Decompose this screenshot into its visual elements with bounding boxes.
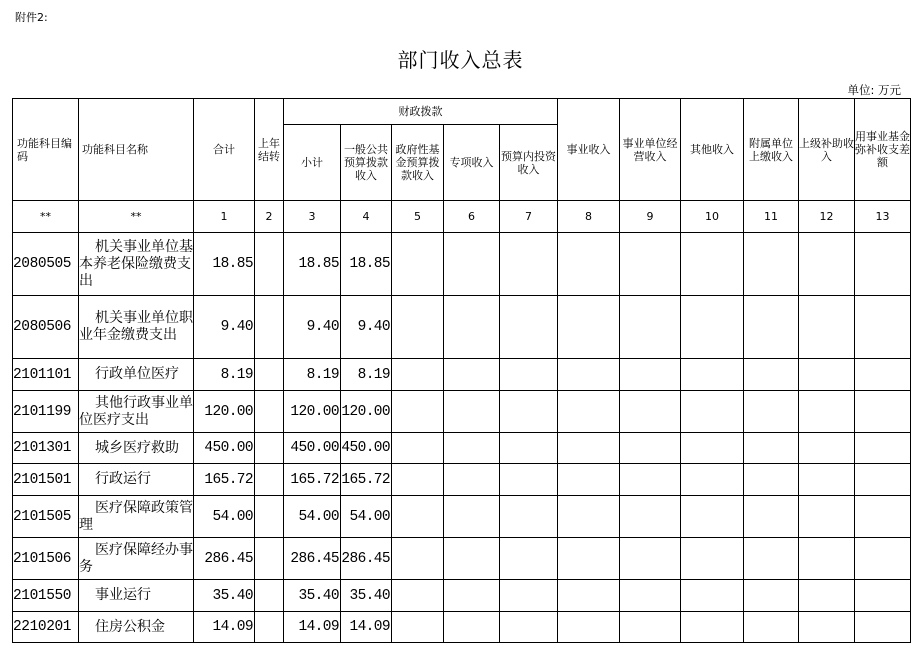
empty-cell — [744, 612, 799, 643]
row-general-budget: 8.19 — [341, 359, 392, 391]
table-row — [13, 359, 911, 391]
income-summary-table — [12, 98, 911, 643]
empty-cell — [744, 464, 799, 496]
row-name — [79, 496, 194, 538]
row-carryover — [255, 580, 284, 612]
header-operating: 事业单位经营收入 — [620, 99, 681, 201]
row-total: 14.09 — [194, 612, 255, 643]
header-name: 功能科目名称 — [79, 99, 194, 201]
empty-cell — [799, 391, 855, 433]
empty-cell — [558, 233, 620, 296]
row-name-text: 机关事业单位职业年金缴费支出 — [79, 310, 193, 343]
row-subtotal: 14.09 — [284, 612, 341, 643]
header-other: 其他收入 — [681, 99, 744, 201]
row-total: 450.00 — [194, 433, 255, 464]
row-carryover — [255, 612, 284, 643]
header-capital: 预算内投资收入 — [500, 125, 558, 201]
empty-cell — [392, 391, 444, 433]
row-name-text: 住房公积金 — [95, 618, 165, 635]
empty-cell — [799, 233, 855, 296]
row-name — [79, 359, 194, 391]
header-special: 专项收入 — [444, 125, 500, 201]
empty-cell — [681, 296, 744, 359]
empty-cell — [620, 359, 681, 391]
table-row — [13, 433, 911, 464]
row-code: 2101550 — [13, 580, 79, 612]
empty-cell — [799, 580, 855, 612]
empty-cell — [500, 496, 558, 538]
index-cell: 13 — [855, 201, 911, 233]
empty-cell — [558, 391, 620, 433]
empty-cell — [681, 433, 744, 464]
empty-cell — [799, 538, 855, 580]
row-name — [79, 538, 194, 580]
empty-cell — [392, 538, 444, 580]
row-total: 120.00 — [194, 391, 255, 433]
empty-cell — [444, 612, 500, 643]
empty-cell — [500, 580, 558, 612]
empty-cell — [558, 464, 620, 496]
index-cell: 7 — [500, 201, 558, 233]
row-general-budget: 35.40 — [341, 580, 392, 612]
empty-cell — [444, 296, 500, 359]
row-code: 2080505 — [13, 233, 79, 296]
empty-cell — [855, 496, 911, 538]
empty-cell — [444, 464, 500, 496]
row-general-budget: 9.40 — [341, 296, 392, 359]
row-name — [79, 296, 194, 359]
empty-cell — [799, 433, 855, 464]
empty-cell — [620, 464, 681, 496]
row-subtotal: 9.40 — [284, 296, 341, 359]
empty-cell — [558, 538, 620, 580]
table-row — [13, 538, 911, 580]
table-row — [13, 391, 911, 433]
row-total: 35.40 — [194, 580, 255, 612]
row-name — [79, 391, 194, 433]
empty-cell — [558, 612, 620, 643]
row-general-budget: 165.72 — [341, 464, 392, 496]
empty-cell — [799, 496, 855, 538]
row-subtotal: 120.00 — [284, 391, 341, 433]
row-subtotal: 450.00 — [284, 433, 341, 464]
header-fiscal-group: 财政拨款 — [284, 99, 558, 125]
empty-cell — [681, 496, 744, 538]
index-cell: 12 — [799, 201, 855, 233]
empty-cell — [392, 433, 444, 464]
header-subsidy: 上级补助收入 — [799, 99, 855, 201]
empty-cell — [799, 359, 855, 391]
row-code: 2080506 — [13, 296, 79, 359]
empty-cell — [558, 496, 620, 538]
row-subtotal: 165.72 — [284, 464, 341, 496]
row-name — [79, 612, 194, 643]
row-subtotal: 8.19 — [284, 359, 341, 391]
empty-cell — [855, 296, 911, 359]
empty-cell — [681, 464, 744, 496]
row-general-budget: 54.00 — [341, 496, 392, 538]
empty-cell — [558, 433, 620, 464]
empty-cell — [620, 233, 681, 296]
header-fund-use: 用事业基金弥补收支差额 — [855, 99, 911, 201]
empty-cell — [392, 359, 444, 391]
row-name — [79, 433, 194, 464]
empty-cell — [558, 359, 620, 391]
row-carryover — [255, 433, 284, 464]
empty-cell — [855, 433, 911, 464]
header-business: 事业收入 — [558, 99, 620, 201]
row-total: 286.45 — [194, 538, 255, 580]
row-code: 2101501 — [13, 464, 79, 496]
empty-cell — [620, 433, 681, 464]
empty-cell — [744, 359, 799, 391]
row-subtotal: 18.85 — [284, 233, 341, 296]
header-general-budget: 一般公共预算拨款收入 — [341, 125, 392, 201]
empty-cell — [744, 580, 799, 612]
empty-cell — [681, 391, 744, 433]
empty-cell — [620, 580, 681, 612]
row-name-text: 行政单位医疗 — [95, 366, 179, 382]
empty-cell — [500, 464, 558, 496]
empty-cell — [681, 359, 744, 391]
index-cell: 2 — [255, 201, 284, 233]
empty-cell — [558, 296, 620, 359]
row-name-text: 城乡医疗救助 — [95, 439, 179, 456]
empty-cell — [444, 391, 500, 433]
empty-cell — [855, 233, 911, 296]
header-gov-fund: 政府性基金预算拨款收入 — [392, 125, 444, 201]
empty-cell — [620, 391, 681, 433]
empty-cell — [681, 612, 744, 643]
empty-cell — [620, 538, 681, 580]
row-name — [79, 464, 194, 496]
empty-cell — [620, 496, 681, 538]
row-total: 8.19 — [194, 359, 255, 391]
attachment-label: 附件2: — [15, 11, 48, 24]
empty-cell — [392, 233, 444, 296]
index-cell: 1 — [194, 201, 255, 233]
table-row — [13, 464, 911, 496]
empty-cell — [744, 296, 799, 359]
row-total: 18.85 — [194, 233, 255, 296]
empty-cell — [500, 612, 558, 643]
empty-cell — [392, 296, 444, 359]
empty-cell — [392, 580, 444, 612]
index-cell: 8 — [558, 201, 620, 233]
row-subtotal: 286.45 — [284, 538, 341, 580]
empty-cell — [500, 296, 558, 359]
row-subtotal: 54.00 — [284, 496, 341, 538]
row-general-budget: 14.09 — [341, 612, 392, 643]
index-cell: 11 — [744, 201, 799, 233]
index-cell: 9 — [620, 201, 681, 233]
row-name-text: 事业运行 — [95, 587, 151, 603]
row-general-budget: 286.45 — [341, 538, 392, 580]
empty-cell — [392, 612, 444, 643]
row-general-budget: 120.00 — [341, 391, 392, 433]
row-carryover — [255, 464, 284, 496]
unit-label: 单位: 万元 — [847, 83, 901, 97]
empty-cell — [744, 538, 799, 580]
table-row — [13, 496, 911, 538]
empty-cell — [855, 538, 911, 580]
row-code: 2101301 — [13, 433, 79, 464]
empty-cell — [500, 433, 558, 464]
empty-cell — [855, 612, 911, 643]
row-total: 54.00 — [194, 496, 255, 538]
row-carryover — [255, 538, 284, 580]
row-name-text: 医疗保障经办事务 — [79, 541, 193, 575]
index-cell: ** — [79, 201, 194, 233]
row-code: 2101199 — [13, 391, 79, 433]
empty-cell — [444, 233, 500, 296]
empty-cell — [855, 464, 911, 496]
row-name — [79, 580, 194, 612]
row-subtotal: 35.40 — [284, 580, 341, 612]
empty-cell — [799, 612, 855, 643]
index-cell: ** — [13, 201, 79, 233]
row-general-budget: 18.85 — [341, 233, 392, 296]
empty-cell — [444, 359, 500, 391]
header-code: 功能科目编码 — [13, 99, 79, 201]
empty-cell — [681, 580, 744, 612]
empty-cell — [799, 464, 855, 496]
empty-cell — [744, 433, 799, 464]
row-name-text: 其他行政事业单位医疗支出 — [79, 394, 193, 428]
row-code: 2101101 — [13, 359, 79, 391]
row-carryover — [255, 496, 284, 538]
empty-cell — [500, 359, 558, 391]
empty-cell — [681, 538, 744, 580]
empty-cell — [855, 580, 911, 612]
row-name-text: 机关事业单位基本养老保险缴费支出 — [79, 238, 193, 289]
index-cell: 3 — [284, 201, 341, 233]
row-name — [79, 233, 194, 296]
empty-cell — [444, 496, 500, 538]
row-carryover — [255, 296, 284, 359]
empty-cell — [744, 391, 799, 433]
empty-cell — [500, 233, 558, 296]
empty-cell — [620, 612, 681, 643]
row-total: 165.72 — [194, 464, 255, 496]
row-code: 2101506 — [13, 538, 79, 580]
empty-cell — [855, 359, 911, 391]
row-general-budget: 450.00 — [341, 433, 392, 464]
header-subtotal: 小计 — [284, 125, 341, 201]
empty-cell — [855, 391, 911, 433]
row-code: 2210201 — [13, 612, 79, 643]
index-cell: 5 — [392, 201, 444, 233]
row-carryover — [255, 391, 284, 433]
empty-cell — [444, 580, 500, 612]
table-row — [13, 612, 911, 643]
table-row — [13, 233, 911, 296]
empty-cell — [444, 538, 500, 580]
row-carryover — [255, 233, 284, 296]
header-affiliated: 附属单位上缴收入 — [744, 99, 799, 201]
empty-cell — [444, 433, 500, 464]
empty-cell — [392, 496, 444, 538]
row-total: 9.40 — [194, 296, 255, 359]
empty-cell — [744, 233, 799, 296]
empty-cell — [799, 296, 855, 359]
empty-cell — [392, 464, 444, 496]
header-carryover: 上年结转 — [255, 99, 284, 201]
index-cell: 4 — [341, 201, 392, 233]
empty-cell — [620, 296, 681, 359]
index-cell: 10 — [681, 201, 744, 233]
table-row — [13, 580, 911, 612]
empty-cell — [558, 580, 620, 612]
row-name-text: 行政运行 — [95, 471, 151, 487]
row-code: 2101505 — [13, 496, 79, 538]
index-row — [13, 201, 911, 233]
empty-cell — [681, 233, 744, 296]
header-total: 合计 — [194, 99, 255, 201]
row-name-text: 医疗保障政策管理 — [79, 499, 193, 533]
row-carryover — [255, 359, 284, 391]
empty-cell — [500, 391, 558, 433]
page-title: 部门收入总表 — [397, 48, 524, 72]
empty-cell — [500, 538, 558, 580]
empty-cell — [744, 496, 799, 538]
index-cell: 6 — [444, 201, 500, 233]
table-row — [13, 296, 911, 359]
